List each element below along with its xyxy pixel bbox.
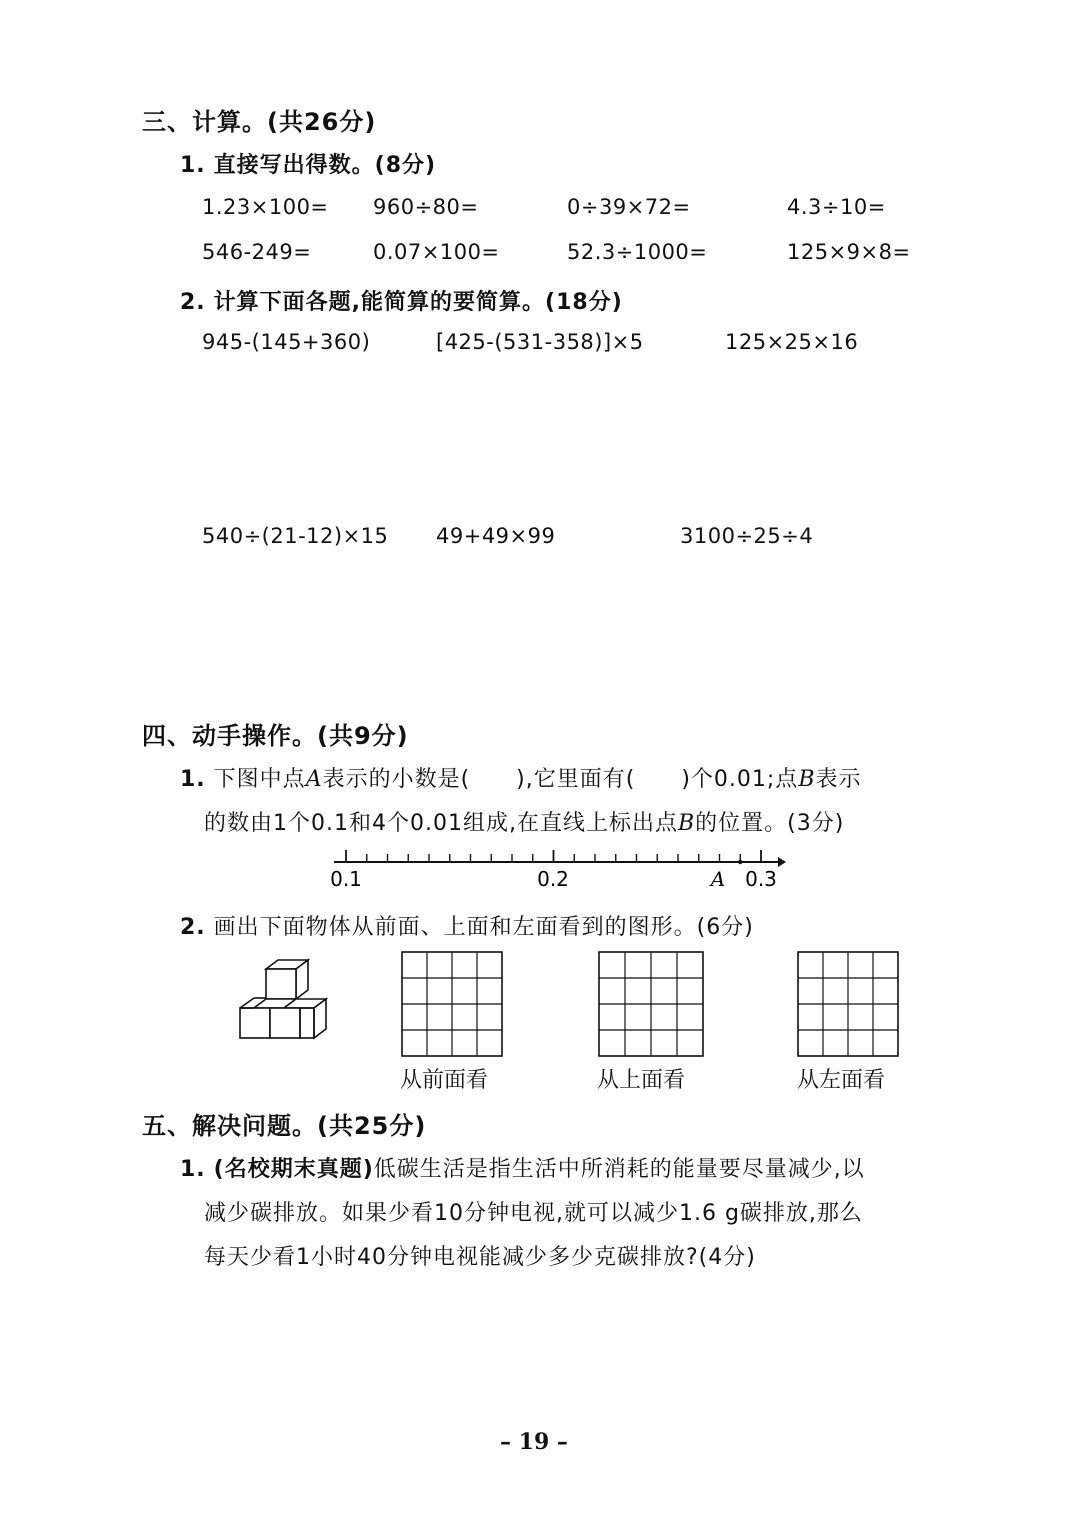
question-5-1-line3: 每天少看1小时40分钟电视能减少多少克碳排放?(4分) bbox=[204, 1245, 756, 1270]
text-part: 的位置。(3分) bbox=[695, 811, 845, 836]
question-tag: (名校期末真题) bbox=[213, 1157, 374, 1182]
oral-item-2: 960÷80= bbox=[373, 195, 479, 219]
calc-item-4: 540÷(21-12)×15 bbox=[202, 524, 389, 548]
question-4-1-line2 bbox=[204, 806, 844, 837]
question-number: 2. bbox=[180, 915, 206, 940]
question-4-1-line1 bbox=[180, 762, 862, 793]
question-3-1 bbox=[180, 148, 436, 179]
oral-item-4: 4.3÷10= bbox=[787, 195, 886, 219]
question-number: 1. bbox=[180, 767, 206, 792]
grid-lines bbox=[798, 952, 898, 1056]
grid-label-front: 从前面看 bbox=[400, 1068, 489, 1093]
calc-item-1: 945-(145+360) bbox=[202, 330, 371, 354]
tick-label-0.3: 0.3 bbox=[745, 867, 777, 891]
text-part: 表示的小数是( ),它里面有( )个0.01;点 bbox=[322, 767, 799, 792]
cube-front-face bbox=[240, 1008, 270, 1038]
question-text: 计算下面各题,能简算的要简算。(18分) bbox=[213, 290, 623, 315]
grid-label-left: 从左面看 bbox=[797, 1068, 886, 1093]
oral-item-8: 125×9×8= bbox=[787, 240, 911, 264]
text-part: 表示 bbox=[815, 767, 862, 792]
question-number: 1. bbox=[180, 153, 206, 178]
question-number: 1. bbox=[180, 1157, 206, 1182]
cube-front-face bbox=[270, 1008, 300, 1038]
oral-item-1: 1.23×100= bbox=[202, 195, 329, 219]
page-number: – 19 – bbox=[500, 1429, 568, 1455]
calc-item-3: 125×25×16 bbox=[725, 330, 859, 354]
text-part: 下图中点 bbox=[213, 767, 306, 792]
point-b-label: B bbox=[677, 811, 696, 836]
grid-lines bbox=[402, 952, 502, 1056]
oral-item-7: 52.3÷1000= bbox=[567, 240, 708, 264]
question-text: 直接写出得数。(8分) bbox=[213, 153, 437, 178]
section3-title: 三、计算。(共26分) bbox=[142, 108, 377, 136]
cube-front-face bbox=[300, 1008, 314, 1038]
calc-item-5: 49+49×99 bbox=[436, 524, 556, 548]
question-number: 2. bbox=[180, 290, 206, 315]
grid-label-top: 从上面看 bbox=[597, 1068, 686, 1093]
cube-edge bbox=[240, 998, 254, 1008]
arrow-right-icon bbox=[778, 857, 786, 867]
question-5-1-line2: 减少碳排放。如果少看10分钟电视,就可以减少1.6 g碳排放,那么 bbox=[204, 1201, 863, 1226]
tick-label-0.2: 0.2 bbox=[537, 867, 569, 891]
point-a-marker-label: A bbox=[710, 867, 726, 891]
question-5-1-line1 bbox=[180, 1152, 865, 1183]
cube-front-face bbox=[266, 969, 296, 999]
section5-title: 五、解决问题。(共25分) bbox=[142, 1112, 427, 1140]
question-4-2 bbox=[180, 910, 754, 941]
cube-solid-figure bbox=[236, 957, 336, 1053]
grid-left-view[interactable] bbox=[796, 950, 900, 1058]
calc-item-2: [425-(531-358)]×5 bbox=[436, 330, 644, 354]
tick-label-0.1: 0.1 bbox=[330, 867, 362, 891]
grid-lines bbox=[599, 952, 703, 1056]
text-part: 的数由1个0.1和4个0.01组成,在直线上标出点 bbox=[204, 811, 678, 836]
grid-top-view[interactable] bbox=[597, 950, 705, 1058]
point-b-label: B bbox=[798, 767, 816, 792]
point-a-label: A bbox=[305, 767, 323, 792]
number-line[interactable] bbox=[320, 842, 800, 894]
oral-item-3: 0÷39×72= bbox=[567, 195, 691, 219]
oral-item-6: 0.07×100= bbox=[373, 240, 500, 264]
section4-title: 四、动手操作。(共9分) bbox=[142, 722, 409, 750]
oral-item-5: 546-249= bbox=[202, 240, 312, 264]
text-part: 低碳生活是指生活中所消耗的能量要尽量减少,以 bbox=[373, 1157, 865, 1182]
point-a-marker bbox=[738, 860, 742, 864]
calc-item-6: 3100÷25÷4 bbox=[680, 524, 814, 548]
question-3-2 bbox=[180, 285, 623, 316]
grid-front-view[interactable] bbox=[400, 950, 504, 1058]
question-text: 画出下面物体从前面、上面和左面看到的图形。(6分) bbox=[213, 915, 754, 940]
